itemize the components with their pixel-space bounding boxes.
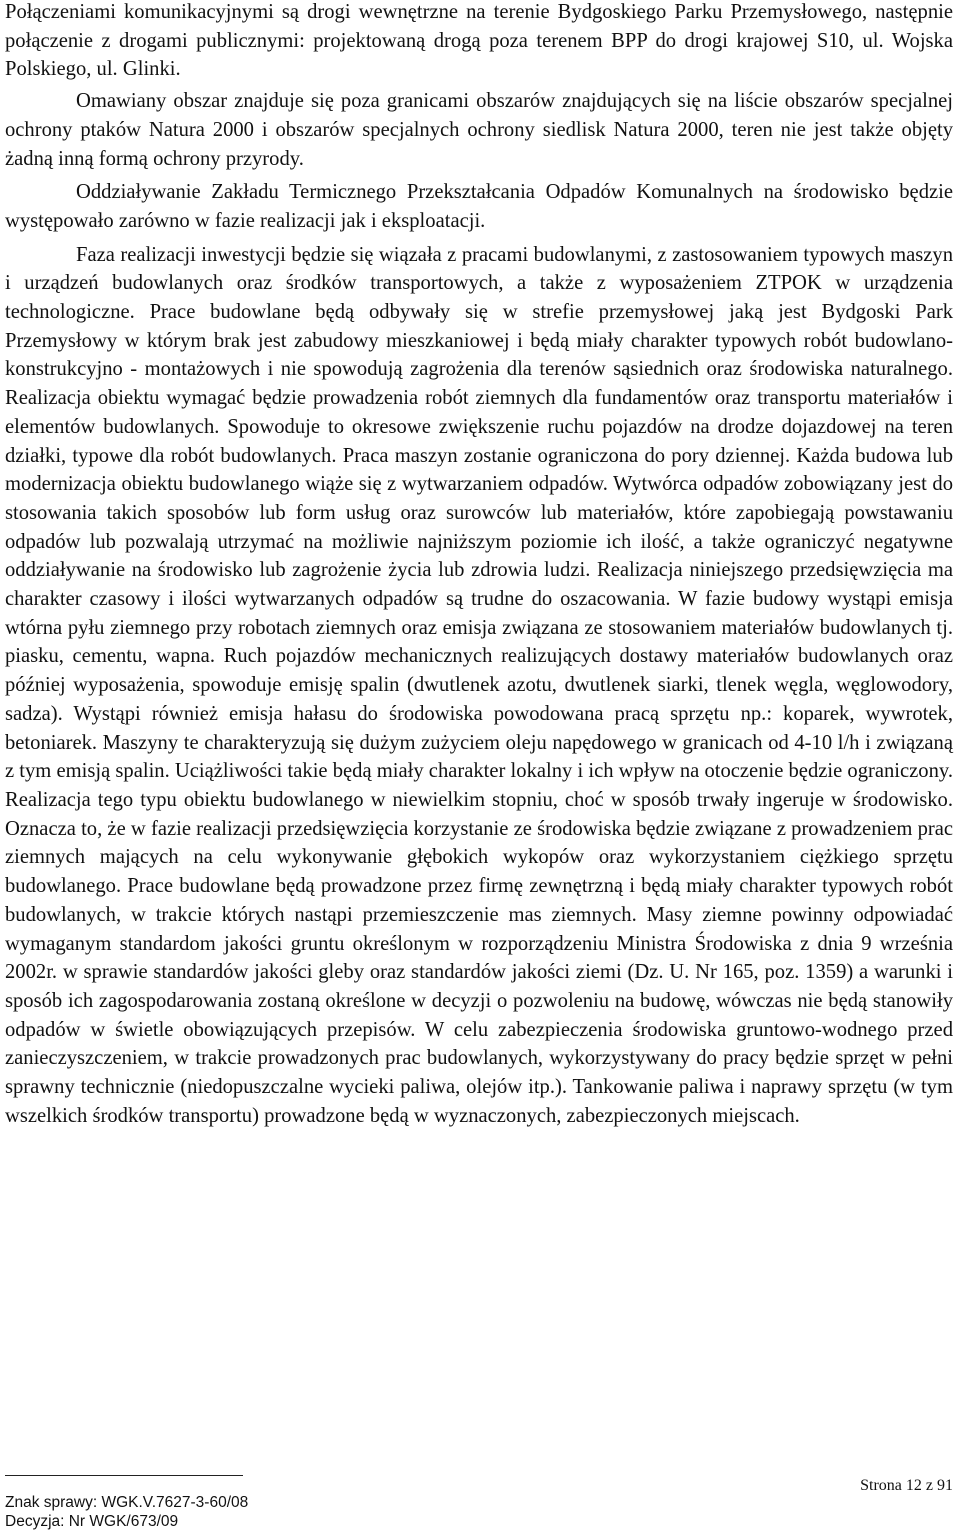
paragraph-construction-phase: Faza realizacji inwestycji będzie się wiązała z pracami budowlanymi, z zastosowaniem typowych maszyn i urządzeń budowlanych oraz środków transportowych, a także z wyposażeniem ZTPOK w urządzenia technologiczne. Prace budowlane będą odbywały się w strefie przemysłowej jaką jest Bydgoski Park Przemysłowy w którym brak jest zabudowy mieszkaniowej i będą miały charakter typowych robót budowlano-konstrukcyjno - montażowych i nie spowodują zagrożenia dla terenów sąsiednich oraz środowiska naturalnego. Realizacja obiektu wymagać będzie prowadzenia robót ziemnych dla fundamentów oraz transportu materiałów i elementów budowlanych. Spowoduje to okresowe zwiększenie ruchu pojazdów na drodze dojazdowej na teren działki, typowe dla robót budowlanych. Praca maszyn zostanie ograniczona do pory dziennej. Każda budowa lub modernizacja obiektu budowlanego wiąże się z wytwarzaniem odpadów. Wytwórca odpadów zobowiązany jest do stosowania takich sposobów lub form usług oraz surowców lub materiałów, które zapobiegają powstawaniu odpadów lub pozwalają utrzymać na możliwie najniższym poziomie ich ilość, a także ograniczyć negatywne oddziaływanie na środowisko lub zagrożenie życia lub zdrowia ludzi. Realizacja niniejszego przedsięwzięcia ma charakter czasowy i ilości wytwarzanych odpadów są trudne do oszacowania. W fazie budowy wystąpi emisja wtórna pyłu ziemnego przy robotach ziemnych oraz emisja związana ze stosowaniem materiałów budowlanych tj. piasku, cementu, wapna. Ruch pojazdów mechanicznych realizujących dostawy materiałów budowlanych oraz później wyposażenia, spowoduje emisję spalin (dwutlenek azotu, dwutlenek siarki, tlenek węgla, węglowodory, sadza). Wystąpi również emisja hałasu do środowiska powodowana pracą sprzętu np.: koparek, wywrotek, betoniarek. Maszyny te charakteryzują się dużym zużyciem oleju napędowego w granicach od 4-10 l/h i związaną z tym emisją spalin. Uciążliwości takie będą miały charakter lokalny i ich wpływ na otoczenie będzie ograniczony. Realizacja tego typu obiektu budowlanego w niewielkim stopniu, choć w sposób trwały ingeruje w środowisko. Oznacza to, że w fazie realizacji przedsięwzięcia korzystanie ze środowiska będzie związane z prowadzeniem prac ziemnych mających na celu wykonywanie głębokich wykopów oraz wykorzystaniem ciężkiego sprzętu budowlanego. Prace budowlane będą prowadzone przez firmę zewnętrzną i będą miały charakter typowych robót budowlanych, w trakcie których nastąpi przemieszczenie mas ziemnych. Masy ziemne powinny odpowiadać wymaganym standardom jakości gruntu określonym w rozporządzeniu Ministra Środowiska z dnia 9 września 2002r. w sprawie standardów jakości gleby oraz standardów jakości ziemi (Dz. U. Nr 165, poz. 1359) a warunki i sposób ich zagospodarowania zostaną określone w decyzji o pozwoleniu na budowę, wówczas nie będą stanowiły odpadów w świetle obowiązujących przepisów. W celu zabezpieczenia środowiska gruntowo-wodnego przed zanieczyszczeniem, w trakcie prowadzonych prac budowlanych, wykorzystywany do pracy będzie sprzęt w pełni sprawny technicznie (niedopuszczalne wycieki paliwa, olejów itp.). Tankowanie paliwa i naprawy sprzętu (w tym wszelkich środków transportu) prowadzone będą w wyznaczonych, zabezpieczonych miejscach.: [5, 243, 953, 1127]
paragraph-natura-2000: Omawiany obszar znajduje się poza granicami obszarów znajdujących się na liście obszarów specjalnej ochrony ptaków Natura 2000 i obszarów specjalnych ochrony siedlisk Natura 2000, teren nie jest także objęty żadną inną formą ochrony przyrody.: [5, 90, 953, 170]
case-number: Znak sprawy: WGK.V.7627-3-60/08: [5, 1494, 249, 1511]
decision-number: Decyzja: Nr WGK/673/09: [5, 1512, 179, 1530]
document-body: [5, 0, 953, 1130]
footer-meta: [5, 1494, 248, 1531]
page-number: Strona 12 z 91: [860, 1477, 953, 1494]
paragraph-communication-routes: Połączeniami komunikacyjnymi są drogi wewnętrzne na terenie Bydgoskiego Parku Przemysłowego, następnie połączenie z drogami publicznymi: projektowaną drogą poza terenem BPP do drogi krajowej S10, ul. Wojska Polskiego, ul. Glinki.: [5, 1, 953, 81]
footer-divider: [5, 1475, 243, 1476]
paragraph-impact-phases: Oddziaływanie Zakładu Termicznego Przekształcania Odpadów Komunalnych na środowisko będzie występowało zarówno w fazie realizacji jak i eksploatacji.: [5, 181, 953, 232]
